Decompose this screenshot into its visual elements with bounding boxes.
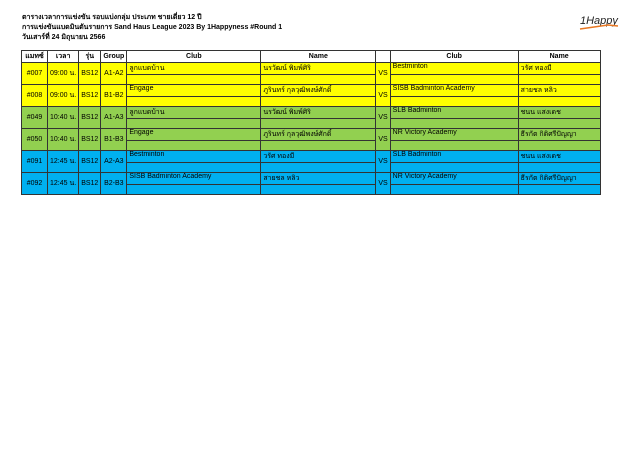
cell-vs: VS (376, 151, 390, 173)
cell-vs: VS (376, 63, 390, 85)
cell-empty (390, 75, 518, 85)
cell-empty (261, 141, 376, 151)
cell-name1: สายชล หลิว (261, 173, 376, 185)
cell-match: #091 (22, 151, 48, 173)
cell-empty (261, 163, 376, 173)
title-line-3: วันเสาร์ที่ 24 มิถุนายน 2566 (22, 34, 106, 41)
cell-name1: วรัศ ทองมี (261, 151, 376, 163)
cell-empty (127, 185, 261, 195)
cell-club1: ลูกแบดบ้าน (127, 107, 261, 119)
cell-club1: Engage (127, 85, 261, 97)
header-vs (376, 51, 390, 63)
title-line-1: ตารางเวลาการแข่งขัน รอบแบ่งกลุ่ม ประเภท ชายเดี่ยว 12 ปี (22, 14, 202, 21)
cell-name2: วรัศ ทองมี (518, 63, 600, 75)
cell-class: BS12 (79, 85, 101, 107)
cell-vs: VS (376, 107, 390, 129)
cell-empty (261, 75, 376, 85)
cell-empty (261, 97, 376, 107)
cell-class: BS12 (79, 151, 101, 173)
cell-empty (518, 141, 600, 151)
cell-club1: ลูกแบดบ้าน (127, 63, 261, 75)
table-row (22, 129, 601, 141)
cell-name2: ธีรกัต กิติศรีปัญญา (518, 129, 600, 141)
table-row (22, 63, 601, 75)
cell-empty (127, 141, 261, 151)
cell-club2: Bestminton (390, 63, 518, 75)
cell-time: 12:45 น. (48, 173, 79, 195)
cell-empty (518, 185, 600, 195)
cell-match: #008 (22, 85, 48, 107)
cell-empty (127, 119, 261, 129)
cell-time: 12:45 น. (48, 151, 79, 173)
cell-club2: SLB Badminton (390, 151, 518, 163)
cell-group: A2-A3 (101, 151, 127, 173)
cell-empty (127, 75, 261, 85)
cell-time: 09:00 น. (48, 85, 79, 107)
cell-empty (390, 163, 518, 173)
cell-club2: SISB Badminton Academy (390, 85, 518, 97)
cell-empty (390, 185, 518, 195)
cell-name1: ภูรินทร์ กุลวุฒิพงษ์ศักดิ์ (261, 129, 376, 141)
cell-empty (518, 119, 600, 129)
cell-club2: NR Victory Academy (390, 173, 518, 185)
cell-empty (390, 141, 518, 151)
cell-name1: นรวัฒน์ พิมพ์ศิริ (261, 107, 376, 119)
cell-group: B2-B3 (101, 173, 127, 195)
table-row (22, 173, 601, 185)
cell-name2: ชนน แสงเดช (518, 151, 600, 163)
header-class: รุ่น (79, 51, 101, 63)
cell-club1: SISB Badminton Academy (127, 173, 261, 185)
cell-name1: ภูรินทร์ กุลวุฒิพงษ์ศักดิ์ (261, 85, 376, 97)
cell-group: B1-B2 (101, 85, 127, 107)
cell-empty (518, 163, 600, 173)
schedule-table (21, 50, 601, 195)
cell-class: BS12 (79, 129, 101, 151)
cell-match: #050 (22, 129, 48, 151)
table-row (22, 151, 601, 163)
cell-time: 10:40 น. (48, 129, 79, 151)
header-time: เวลา (48, 51, 79, 63)
cell-name1: นรวัฒน์ พิมพ์ศิริ (261, 63, 376, 75)
cell-class: BS12 (79, 173, 101, 195)
cell-club1: Bestminton (127, 151, 261, 163)
svg-text:1Happy: 1Happy (580, 15, 618, 27)
header-name1: Name (261, 51, 376, 63)
header-match: แมทซ์ (22, 51, 48, 63)
cell-club1: Engage (127, 129, 261, 141)
cell-vs: VS (376, 173, 390, 195)
cell-empty (261, 185, 376, 195)
cell-group: B1-B3 (101, 129, 127, 151)
header-club1: Club (127, 51, 261, 63)
cell-vs: VS (376, 129, 390, 151)
cell-group: A1-A3 (101, 107, 127, 129)
title-line-2: การแข่งขันแบดมินตันรายการ Sand Haus League 2023 By 1Happyness #Round 1 (22, 24, 283, 31)
cell-class: BS12 (79, 107, 101, 129)
header-group: Group (101, 51, 127, 63)
cell-empty (390, 119, 518, 129)
cell-name2: ชนน แสงเดช (518, 107, 600, 119)
cell-name2: สายชล หลิว (518, 85, 600, 97)
cell-match: #007 (22, 63, 48, 85)
cell-vs: VS (376, 85, 390, 107)
cell-time: 10:40 น. (48, 107, 79, 129)
happyness-logo (578, 11, 622, 35)
cell-empty (390, 97, 518, 107)
table-row (22, 107, 601, 119)
cell-time: 09:00 น. (48, 63, 79, 85)
header-club2: Club (390, 51, 518, 63)
cell-club2: SLB Badminton (390, 107, 518, 119)
cell-match: #092 (22, 173, 48, 195)
cell-empty (518, 75, 600, 85)
header-name2: Name (518, 51, 600, 63)
cell-group: A1-A2 (101, 63, 127, 85)
cell-match: #049 (22, 107, 48, 129)
cell-empty (127, 97, 261, 107)
cell-empty (518, 97, 600, 107)
table-row (22, 85, 601, 97)
cell-empty (127, 163, 261, 173)
cell-class: BS12 (79, 63, 101, 85)
cell-empty (261, 119, 376, 129)
cell-name2: ธีรกัต กิติศรีปัญญา (518, 173, 600, 185)
cell-club2: NR Victory Academy (390, 129, 518, 141)
